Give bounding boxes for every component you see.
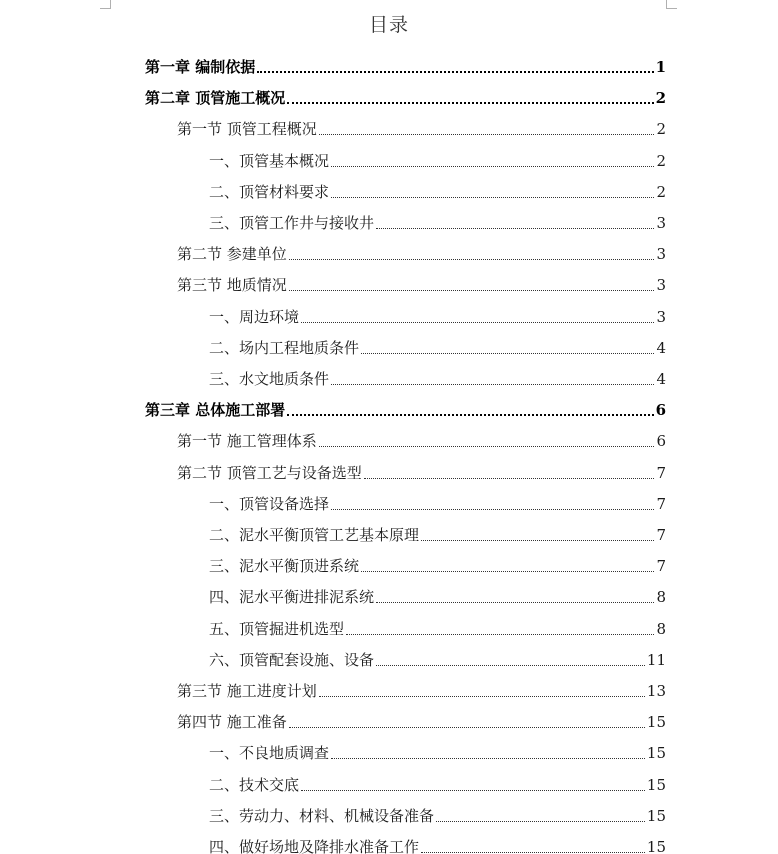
toc-entry[interactable] [145, 388, 666, 419]
toc-page-number: 6 [656, 432, 666, 451]
toc-page-number: 15 [646, 806, 666, 825]
toc-entry[interactable] [209, 482, 666, 513]
toc-dot-leader [331, 196, 654, 198]
toc-entry[interactable] [209, 575, 666, 606]
toc-entry[interactable] [177, 107, 666, 138]
toc-dot-leader [376, 227, 654, 229]
toc-page-number: 4 [656, 370, 666, 388]
toc-entry[interactable] [145, 76, 666, 107]
toc-entry-title: 二、技术交底 [209, 775, 300, 794]
toc-entry-title: 二、泥水平衡顶管工艺基本原理 [209, 526, 420, 544]
toc-page-number: 3 [656, 307, 666, 326]
toc-entry[interactable] [209, 794, 666, 825]
toc-dot-leader [289, 258, 655, 260]
toc-entry-title: 第一节 顶管工程概况 [177, 120, 317, 139]
toc-page-number: 3 [656, 214, 666, 232]
toc-dot-leader [331, 383, 654, 385]
toc-entry[interactable] [177, 232, 666, 263]
toc-dot-leader [376, 601, 654, 603]
toc-entry[interactable] [177, 700, 666, 731]
toc-entry[interactable] [209, 357, 666, 388]
toc-entry-title: 第四节 施工准备 [177, 713, 287, 732]
toc-entry-title: 五、顶管掘进机选型 [209, 619, 345, 638]
toc-page-number: 1 [655, 58, 666, 76]
toc-entry[interactable] [209, 201, 666, 232]
toc-dot-leader [289, 726, 645, 728]
toc-dot-leader [301, 789, 645, 791]
toc-dot-leader [421, 539, 654, 541]
toc-entry-title: 第一章 编制依据 [145, 58, 256, 76]
toc-entry-title: 二、顶管材料要求 [209, 182, 330, 201]
toc-entry-title: 第三节 地质情况 [177, 276, 287, 295]
toc-dot-leader [436, 820, 645, 822]
toc-page-number: 7 [656, 557, 666, 576]
toc-page-number: 8 [656, 619, 666, 638]
toc-dot-leader [361, 570, 654, 572]
toc-page-number: 15 [646, 775, 666, 794]
toc-entry[interactable] [145, 45, 666, 76]
toc-entry-title: 一、周边环境 [209, 307, 300, 326]
toc-page-number: 2 [656, 151, 666, 170]
toc-entry[interactable] [209, 295, 666, 326]
toc-entry-title: 三、顶管工作井与接收井 [209, 214, 375, 232]
toc-entry[interactable] [177, 263, 666, 294]
toc-entry-title: 一、不良地质调查 [209, 744, 330, 763]
toc-dot-leader [361, 352, 654, 354]
toc-entry-title: 三、泥水平衡顶进系统 [209, 557, 360, 576]
toc-entry-title: 一、顶管基本概况 [209, 151, 330, 170]
toc-entry[interactable] [177, 669, 666, 700]
toc-dot-leader [331, 508, 654, 510]
toc-dot-leader [364, 477, 655, 479]
toc-entry-title: 第一节 施工管理体系 [177, 432, 317, 451]
toc-dot-leader [331, 757, 645, 759]
toc-page-number: 4 [656, 338, 666, 357]
toc-dot-leader [319, 445, 655, 447]
toc-entry-title: 第二节 参建单位 [177, 245, 287, 264]
toc-entry-title: 四、泥水平衡进排泥系统 [209, 588, 375, 607]
toc-entry[interactable] [209, 763, 666, 794]
toc-dot-leader [331, 165, 654, 167]
toc-dot-leader [319, 695, 645, 697]
toc-page-number: 7 [656, 494, 666, 513]
toc-entry-title: 三、水文地质条件 [209, 370, 330, 388]
toc-entry-title: 六、顶管配套设施、设备 [209, 650, 375, 669]
toc-entry[interactable] [209, 731, 666, 762]
toc-entry-title: 四、做好场地及降排水准备工作 [209, 838, 420, 854]
toc-entry[interactable] [209, 544, 666, 575]
toc-page-number: 2 [656, 182, 666, 201]
toc-entry-title: 第二节 顶管工艺与设备选型 [177, 463, 362, 482]
toc-entry-title: 二、场内工程地质条件 [209, 338, 360, 357]
toc-entry[interactable] [209, 513, 666, 544]
toc-entry-title: 第三节 施工进度计划 [177, 682, 317, 700]
toc-page-number: 8 [656, 588, 666, 607]
toc-page-number: 13 [646, 682, 666, 700]
toc-entry-title: 第二章 顶管施工概况 [145, 89, 286, 108]
toc-entry[interactable] [209, 170, 666, 201]
toc-entry[interactable] [209, 638, 666, 669]
toc-page-number: 2 [655, 89, 666, 108]
toc-page-number: 15 [646, 838, 666, 854]
toc-page-number: 15 [646, 744, 666, 763]
toc-dot-leader [421, 851, 645, 853]
toc-dot-leader [301, 321, 654, 323]
toc-dot-leader [287, 413, 653, 416]
toc-dot-leader [319, 133, 655, 135]
toc-entry[interactable] [177, 451, 666, 482]
toc-entry[interactable] [209, 607, 666, 638]
toc-dot-leader [257, 70, 653, 73]
toc-page-number: 7 [656, 526, 666, 544]
toc-page-number: 11 [646, 650, 666, 669]
toc-dot-leader [346, 633, 654, 635]
toc-page-number: 6 [655, 401, 666, 420]
page-margin-mark-left [100, 0, 111, 9]
page-margin-mark-right [666, 0, 677, 9]
toc-entry[interactable] [209, 825, 666, 854]
toc-page-number: 2 [656, 120, 666, 139]
toc-entry-title: 三、劳动力、材料、机械设备准备 [209, 806, 435, 825]
toc-entry[interactable] [177, 419, 666, 450]
toc-dot-leader [376, 664, 645, 666]
toc-dot-leader [287, 101, 653, 104]
toc-entry-title: 一、顶管设备选择 [209, 494, 330, 513]
toc-entry[interactable] [209, 326, 666, 357]
toc-page-number: 7 [656, 463, 666, 482]
toc-title: 目录 [368, 14, 409, 36]
toc-page-number: 3 [656, 276, 666, 295]
toc-dot-leader [289, 289, 655, 291]
toc-entry-title: 第三章 总体施工部署 [145, 401, 286, 420]
toc-entry[interactable] [209, 139, 666, 170]
toc-page-number: 3 [656, 245, 666, 264]
toc-page-number: 15 [646, 713, 666, 732]
